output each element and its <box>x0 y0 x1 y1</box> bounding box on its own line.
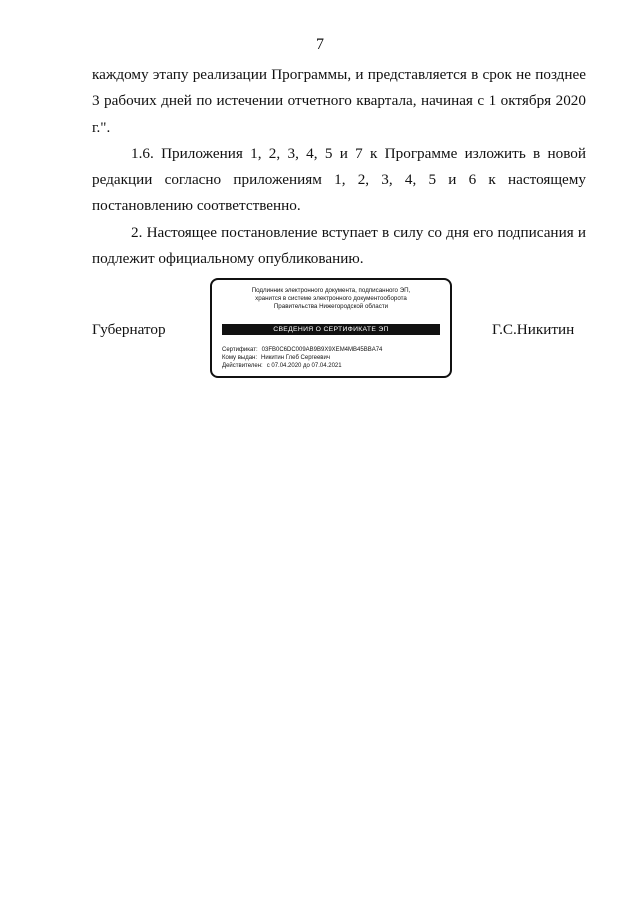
stamp-header-line: хранится в системе электронного документооборота <box>255 295 407 303</box>
signature-block <box>0 278 640 382</box>
issued-to-label: Кому выдан: <box>222 355 258 362</box>
certificate-value: 03FB0C6DC009AB9B9X9XEM4MB45BBA74 <box>261 347 383 353</box>
paragraph-2: 2. Настоящее постановление вступает в силу со дня его подписания и подлежит официальному опубликованию. <box>92 223 586 268</box>
certificate-row <box>222 346 382 354</box>
page-number: 7 <box>316 36 324 53</box>
paragraph-1-6: 1.6. Приложения 1, 2, 3, 4, 5 и 7 к Программе изложить в новой редакции согласно приложениям 1, 2, 3, 4, 5 и 6 к настоящему постановлению соответственно. <box>92 144 586 215</box>
signatory-name: Г.С.Никитин <box>492 321 575 338</box>
validity-row <box>222 362 382 370</box>
validity-value: с 07.04.2020 до 07.04.2021 <box>266 363 342 370</box>
stamp-header-line: Подлинник электронного документа, подписанного ЭП, <box>251 287 411 294</box>
stamp-header <box>212 287 450 312</box>
electronic-signature-stamp <box>210 278 452 378</box>
paragraph-continuation: каждому этапу реализации Программы, и представляется в срок не позднее 3 рабочих дней по истечении отчетного квартала, начиная с 1 октября 2020 г.". <box>92 66 586 136</box>
certificate-label: Сертификат: <box>222 347 258 353</box>
validity-label: Действителен: <box>222 363 263 370</box>
stamp-header-line: Правительства Нижегородской области <box>273 303 389 311</box>
certificate-details <box>222 346 382 371</box>
signatory-title: Губернатор <box>92 321 166 338</box>
document-body <box>92 62 586 272</box>
issued-to-value: Никитин Глеб Сергеевич <box>261 355 330 362</box>
certificate-info-bar: СВЕДЕНИЯ О СЕРТИФИКАТЕ ЭП <box>222 324 440 335</box>
issued-to-row <box>222 354 382 362</box>
